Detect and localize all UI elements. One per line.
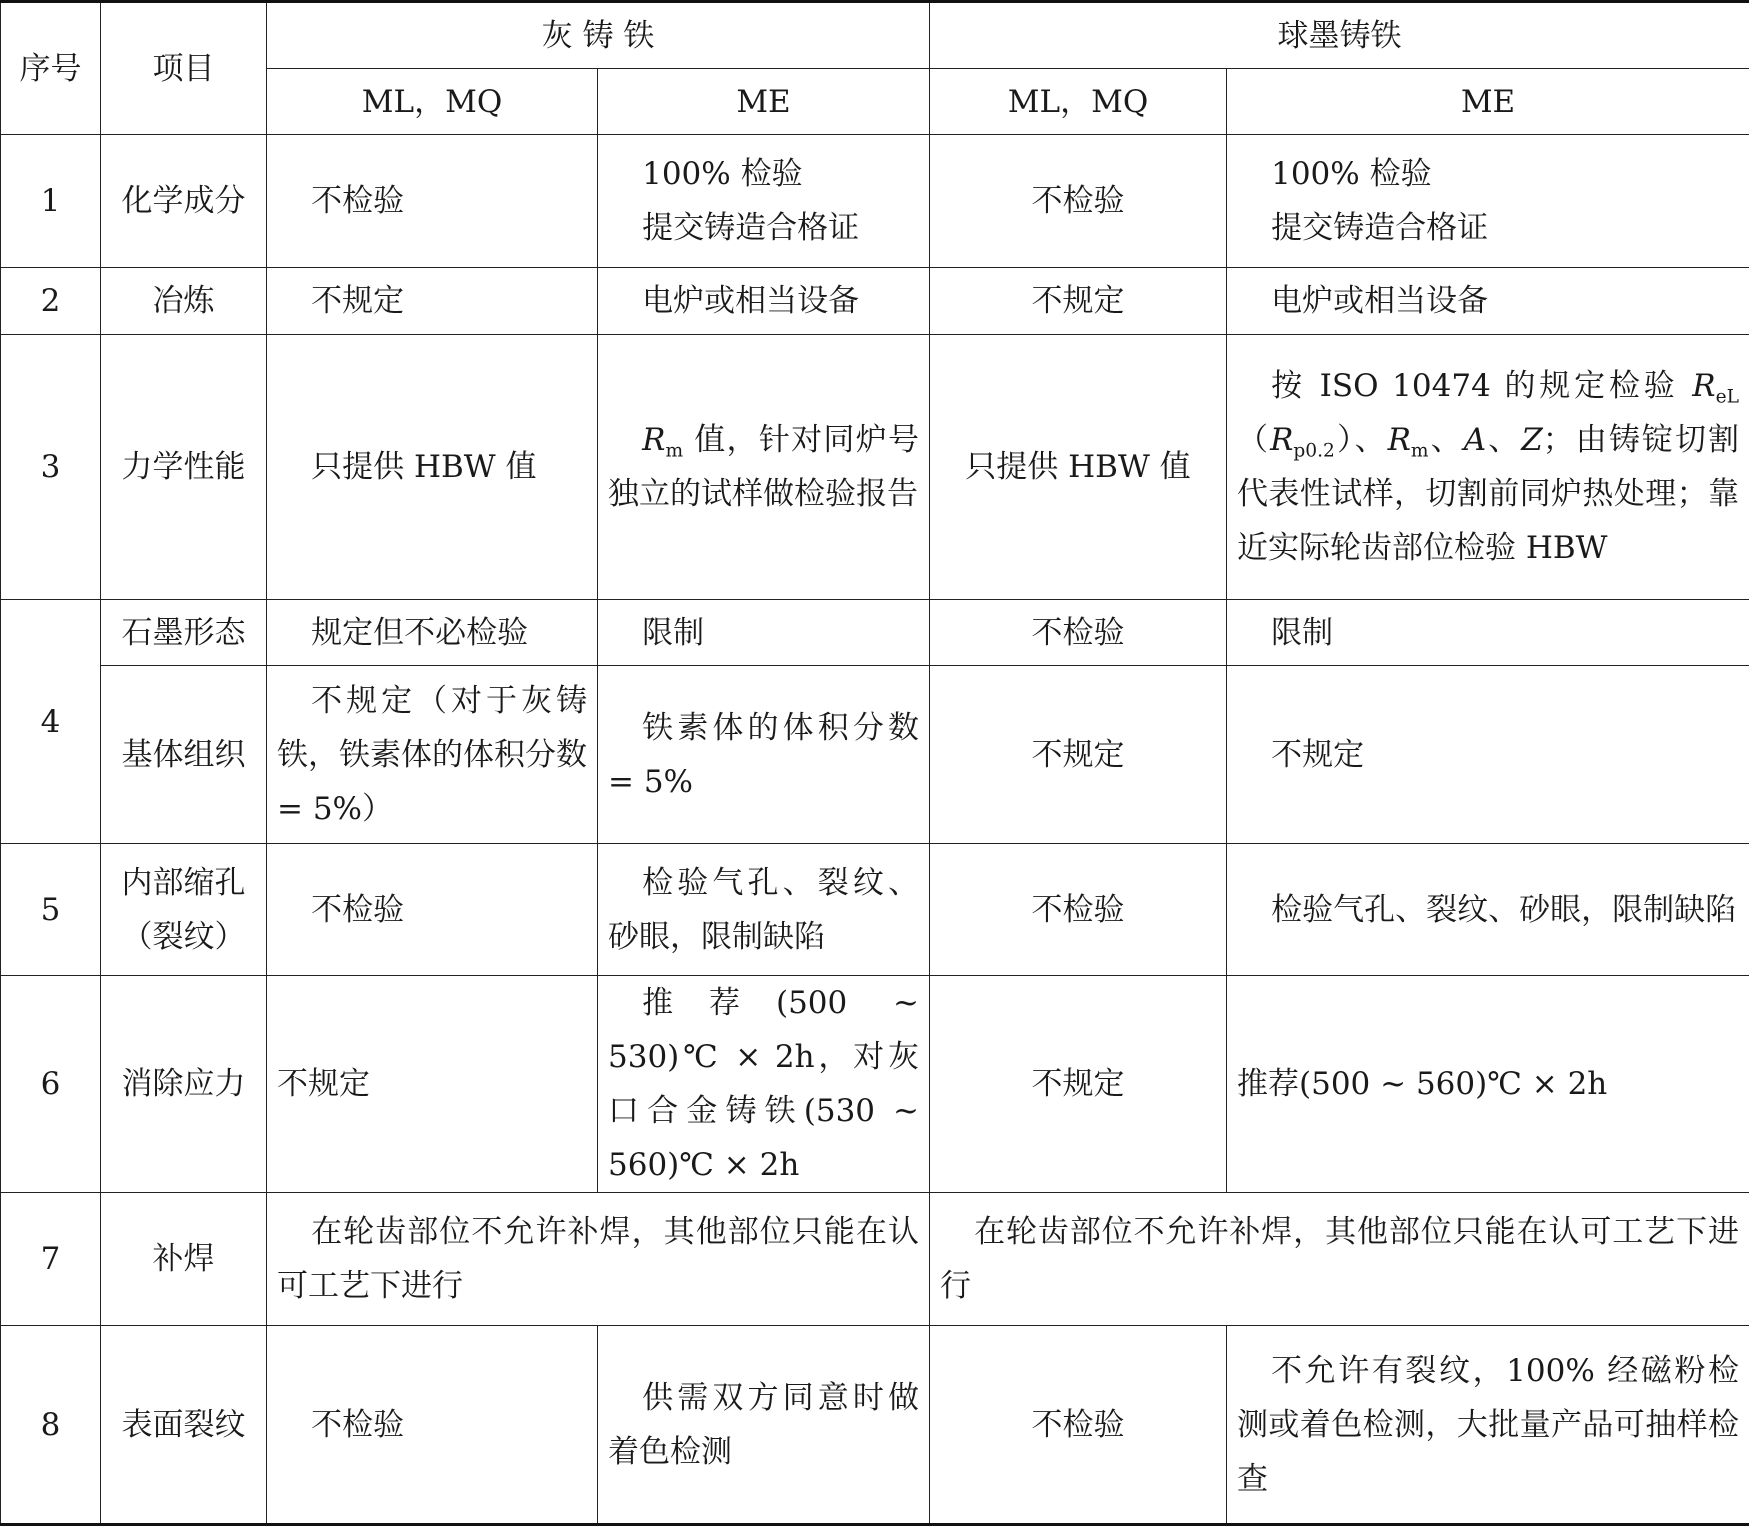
cell-gray-mlmq: 不规定 xyxy=(267,268,598,335)
row-item: 基体组织 xyxy=(101,666,267,844)
cell-line: 100% 检验 xyxy=(642,156,803,192)
row-number: 5 xyxy=(1,844,101,976)
cell-gray-me: 供需双方同意时做着色检测 xyxy=(598,1326,930,1525)
cell-text: 按 ISO 10474 的规定检验 xyxy=(1271,368,1693,404)
cell-ductile-mlmq: 不规定 xyxy=(930,976,1227,1193)
symbol-sub: m xyxy=(1410,440,1429,462)
header-row-1 xyxy=(1,2,1749,69)
cell-gray-me: 推荐(500 ~ 530)℃ × 2h，对灰口合金铸铁(530 ~ 560)℃ × 2h xyxy=(598,976,930,1193)
row-item: 冶炼 xyxy=(101,268,267,335)
header-gray-mlmq: ML，MQ xyxy=(267,69,598,135)
cell-line: 内部缩孔 xyxy=(121,864,246,901)
row-item: 石墨形态 xyxy=(101,600,267,666)
cell-ductile-me xyxy=(1227,135,1749,268)
symbol-r: R xyxy=(1387,422,1411,458)
cell-ductile-mlmq: 不检验 xyxy=(930,135,1227,268)
cell-gray-me: 限制 xyxy=(598,600,930,666)
header-ductile-me: ME xyxy=(1227,69,1749,135)
cell-line: 提交铸造合格证 xyxy=(642,210,860,246)
cell-gray-me xyxy=(598,135,930,268)
header-ductile-mlmq: ML，MQ xyxy=(930,69,1227,135)
cell-text: ）、 xyxy=(1334,422,1388,458)
cell-ductile-mlmq: 只提供 HBW 值 xyxy=(930,335,1227,600)
cell-gray-mlmq: 不规定 xyxy=(267,976,598,1193)
cell-gray-me: 检验气孔、裂纹、砂眼，限制缺陷 xyxy=(598,844,930,976)
cell-ductile-me: 电炉或相当设备 xyxy=(1227,268,1749,335)
symbol-a: A xyxy=(1463,422,1487,458)
row-number: 6 xyxy=(1,976,101,1193)
cell-line: （裂纹） xyxy=(121,918,246,955)
symbol-z: Z xyxy=(1521,422,1543,458)
symbol-sub: p0.2 xyxy=(1293,440,1335,462)
cell-gray-mlmq: 不检验 xyxy=(267,844,598,976)
table-row xyxy=(1,1193,1749,1326)
header-item: 项目 xyxy=(101,2,267,135)
cell-ductile-me: 不规定 xyxy=(1227,666,1749,844)
cell-text: 、 xyxy=(1486,422,1522,458)
cell-ductile-mlmq: 不检验 xyxy=(930,844,1227,976)
cell-ductile-mlmq: 不检验 xyxy=(930,600,1227,666)
row-item: 化学成分 xyxy=(101,135,267,268)
cell-text: ；由铸锭切割代表性试样，切割前同炉热处理；靠近实际轮齿部位检验 HBW xyxy=(1237,422,1740,566)
header-gray-iron: 灰 铸 铁 xyxy=(267,2,930,69)
table-row xyxy=(1,844,1749,976)
table-row xyxy=(1,335,1749,600)
cell-text: 值，针对同炉号独立的试样做检验报告 xyxy=(608,422,919,512)
cell-gray-me xyxy=(598,335,930,600)
cell-line: 提交铸造合格证 xyxy=(1271,210,1489,246)
cell-ductile-me: 限制 xyxy=(1227,600,1749,666)
table-row xyxy=(1,600,1749,666)
table-row xyxy=(1,666,1749,844)
cell-ductile-me: 检验气孔、裂纹、砂眼，限制缺陷 xyxy=(1227,844,1749,976)
table-row xyxy=(1,135,1749,268)
row-number: 7 xyxy=(1,1193,101,1326)
cell-ductile-mlmq: 不规定 xyxy=(930,268,1227,335)
cell-gray-mlmq: 规定但不必检验 xyxy=(267,600,598,666)
symbol-r: R xyxy=(642,422,666,458)
cell-gray-me: 铁素体的体积分数 = 5% xyxy=(598,666,930,844)
cell-gray-mlmq: 不检验 xyxy=(267,1326,598,1525)
cell-ductile-merged: 在轮齿部位不允许补焊，其他部位只能在认可工艺下进行 xyxy=(930,1193,1749,1326)
table-row xyxy=(1,1326,1749,1525)
header-ductile-iron: 球墨铸铁 xyxy=(930,2,1749,69)
row-number: 8 xyxy=(1,1326,101,1525)
row-item: 表面裂纹 xyxy=(101,1326,267,1525)
symbol-r: R xyxy=(1692,368,1716,404)
header-gray-me: ME xyxy=(598,69,930,135)
cell-gray-me: 电炉或相当设备 xyxy=(598,268,930,335)
header-seq: 序号 xyxy=(1,2,101,135)
cell-gray-mlmq: 不检验 xyxy=(267,135,598,268)
symbol-sub: eL xyxy=(1715,386,1739,408)
row-item: 消除应力 xyxy=(101,976,267,1193)
cell-gray-mlmq: 只提供 HBW 值 xyxy=(267,335,598,600)
row-item xyxy=(101,844,267,976)
cell-ductile-me: 推荐(500 ~ 560)℃ × 2h xyxy=(1227,976,1749,1193)
table-row xyxy=(1,976,1749,1193)
cell-line: 100% 检验 xyxy=(1271,156,1432,192)
row-number: 3 xyxy=(1,335,101,600)
cell-ductile-mlmq: 不规定 xyxy=(930,666,1227,844)
cell-gray-mlmq: 不规定（对于灰铸铁，铁素体的体积分数 = 5%） xyxy=(267,666,598,844)
cell-gray-merged: 在轮齿部位不允许补焊，其他部位只能在认可工艺下进行 xyxy=(267,1193,930,1326)
table-row xyxy=(1,268,1749,335)
row-item: 力学性能 xyxy=(101,335,267,600)
row-item: 补焊 xyxy=(101,1193,267,1326)
cell-text: 、 xyxy=(1428,422,1464,458)
cell-ductile-me: 不允许有裂纹，100% 经磁粉检测或着色检测，大批量产品可抽样检查 xyxy=(1227,1326,1749,1525)
row-number: 1 xyxy=(1,135,101,268)
row-number: 2 xyxy=(1,268,101,335)
symbol-r: R xyxy=(1270,422,1294,458)
cell-ductile-mlmq: 不检验 xyxy=(930,1326,1227,1525)
row-number: 4 xyxy=(1,600,101,844)
cell-text: （ xyxy=(1237,422,1271,458)
symbol-sub: m xyxy=(665,440,684,462)
cell-ductile-me xyxy=(1227,335,1749,600)
